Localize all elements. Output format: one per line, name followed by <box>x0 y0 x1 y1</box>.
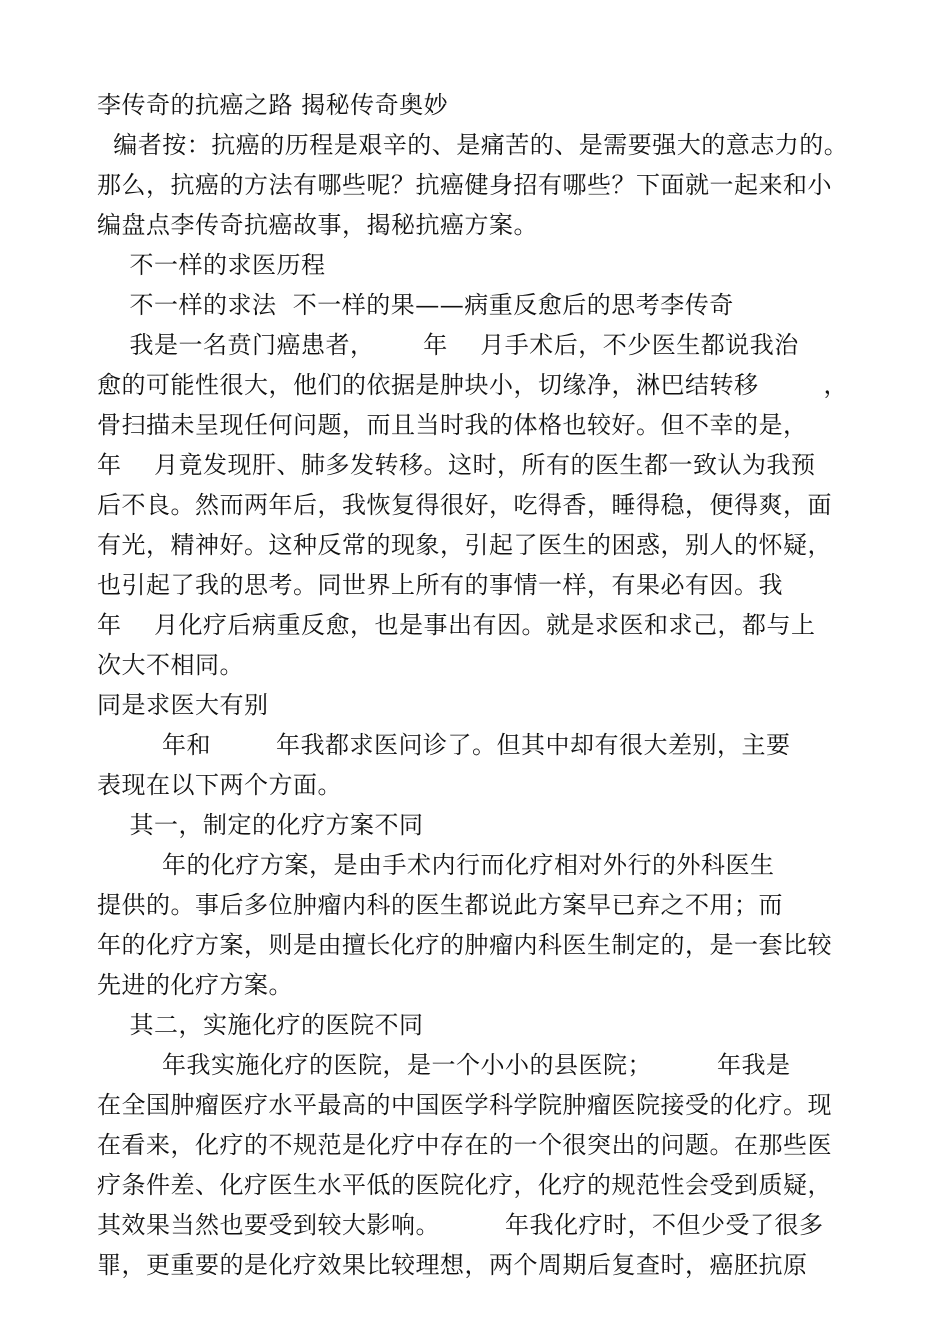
paragraph-line: 编盘点李传奇抗癌故事，揭秘抗癌方案。 <box>97 211 538 239</box>
section-heading: 不一样的求医历程 <box>97 251 326 279</box>
paragraph-line: 愈的可能性很大，他们的依据是肿块小，切缘净，淋巴结转移 ， <box>97 371 849 399</box>
paragraph-line: 编者按：抗癌的历程是艰辛的、是痛苦的、是需要强大的意志力的。 <box>97 131 849 159</box>
paragraph-line: 我是一名贲门癌患者， 年 月手术后，不少医生都说我治 <box>97 331 799 359</box>
paragraph-line: 罪，更重要的是化疗效果比较理想，两个周期后复查时，癌胚抗原 <box>97 1251 808 1279</box>
paragraph-line: 骨扫描未呈现任何问题，而且当时我的体格也较好。但不幸的是， <box>97 411 808 439</box>
paragraph-line: 疗条件差、化疗医生水平低的医院化疗，化疗的规范性会受到质疑， <box>97 1171 832 1199</box>
paragraph-line: 在全国肿瘤医疗水平最高的中国医学科学院肿瘤医院接受的化疗。现 <box>97 1091 832 1119</box>
paragraph-line: 后不良。然而两年后，我恢复得很好，吃得香，睡得稳，便得爽，面 <box>97 491 832 519</box>
paragraph-line: 在看来，化疗的不规范是化疗中存在的一个很突出的问题。在那些医 <box>97 1131 832 1159</box>
section-subheading: 其二，实施化疗的医院不同 <box>97 1011 424 1039</box>
section-heading: 同是求医大有别 <box>97 691 269 719</box>
paragraph-line: 其效果当然也要受到较大影响。 年我化疗时，不但少受了很多 <box>97 1211 824 1239</box>
paragraph-line: 也引起了我的思考。同世界上所有的事情一样，有果必有因。我 <box>97 571 783 599</box>
paragraph-line: 年我实施化疗的医院，是一个小小的县医院； 年我是 <box>97 1051 791 1079</box>
paragraph-line: 表现在以下两个方面。 <box>97 771 342 799</box>
paragraph-line: 先进的化疗方案。 <box>97 971 293 999</box>
section-subheading: 其一，制定的化疗方案不同 <box>97 811 424 839</box>
paragraph-line: 那么，抗癌的方法有哪些呢？抗癌健身招有哪些？下面就一起来和小 <box>97 171 832 199</box>
section-subheading: 不一样的求法 不一样的果——病重反愈后的思考李传奇 <box>97 291 734 319</box>
paragraph-line: 年 月化疗后病重反愈，也是事出有因。就是求医和求己，都与上 <box>97 611 816 639</box>
paragraph-line: 次大不相同。 <box>97 651 244 679</box>
paragraph-line: 有光，精神好。这种反常的现象，引起了医生的困惑，别人的怀疑， <box>97 531 832 559</box>
document-title: 李传奇的抗癌之路 揭秘传奇奥妙 <box>97 91 449 119</box>
paragraph-line: 年的化疗方案，则是由擅长化疗的肿瘤内科医生制定的，是一套比较 <box>97 931 832 959</box>
paragraph-line: 年 月竟发现肝、肺多发转移。这时，所有的医生都一致认为我预 <box>97 451 816 479</box>
paragraph-line: 提供的。事后多位肿瘤内科的医生都说此方案早已弃之不用；而 <box>97 891 783 919</box>
paragraph-line: 年的化疗方案，是由手术内行而化疗相对外行的外科医生 <box>97 851 775 879</box>
paragraph-line: 年和 年我都求医问诊了。但其中却有很大差别，主要 <box>97 731 791 759</box>
